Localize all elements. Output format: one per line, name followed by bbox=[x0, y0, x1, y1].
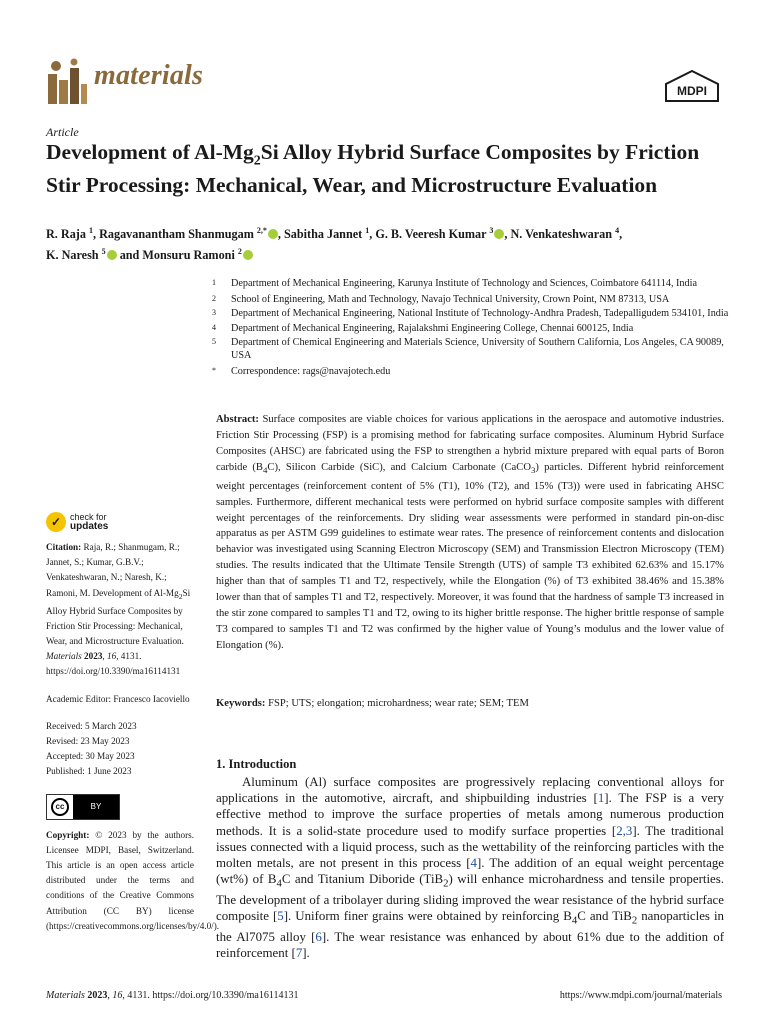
journal-name: materials bbox=[94, 60, 204, 91]
author[interactable]: Monsuru Ramoni $^2$ bbox=[142, 248, 252, 262]
author[interactable]: N. Venkateshwaran $^4$ bbox=[510, 226, 620, 242]
correspondence[interactable]: * Correspondence: rags@navajotech.edu bbox=[212, 365, 391, 377]
footer-citation: Materials 2023, 16, 4131. https://doi.org/10.3390/ma16114131 bbox=[46, 990, 299, 1001]
author[interactable]: Ragavanantham Shanmugam $^{2,*}$ bbox=[99, 227, 278, 241]
date-revised: Revised: 23 May 2023 bbox=[46, 736, 130, 747]
affiliation: 4 Department of Mechanical Engineering, Rajalakshmi Engineering College, Chennai 600125, India bbox=[212, 323, 634, 335]
author[interactable]: G. B. Veeresh Kumar $^3$ bbox=[375, 227, 504, 241]
by-icon: BY bbox=[73, 795, 119, 819]
footer-journal-link[interactable]: https://www.mdpi.com/journal/materials bbox=[559, 990, 722, 1001]
date-accepted: Accepted: 30 May 2023 bbox=[46, 751, 135, 762]
introduction-text: Aluminum (Al) surface composites are progressively replacing conventional alloys for applications in the automotive, aircraft, and shipbuilding industries [1]. The FSP is a very effective method to improve the surface properties of metals among numerous production methods. It is a solid-state procedure used to modify surface properties [2,3]. The traditional issues connected with a liquid process, such as the wettability of the reinforcing particles with the molten metals, are not present in this process [4]. The addition of an equal weight percentage (wt%) of $B_4C$ and Titanium Diboride (TiB$_2$) will enhance microhardness and tensile properties. The development of a tribolayer during sliding improved the wear resistance of the hybrid surface composite [5]. Uniform finer grains were obtained by reinforcing $B_4C$ and TiB$_2$ nanoparticles in the Al7075 alloy [6]. The wear resistance was enhanced by about 61% due to the addition of reinforcement [7]. bbox=[216, 775, 725, 961]
paper-title: Development of $Al-Mg_2Si$ Alloy Hybrid Surface Composites by Friction Stir Processing: Mechanical, Wear, and Microstructure Evaluation bbox=[46, 140, 700, 198]
article-type: Article bbox=[46, 125, 79, 139]
author[interactable]: Sabitha Jannet $^1$ bbox=[283, 226, 370, 242]
affiliation: 3 Department of Mechanical Engineering, National Institute of Technology-Andhra Pradesh, Tadepalligudem 534101, India bbox=[212, 307, 729, 319]
section-heading: 1. Introduction bbox=[216, 757, 297, 771]
citation-link[interactable]: 2,3 bbox=[616, 823, 633, 838]
article-sidebar bbox=[46, 512, 220, 934]
affiliation: 2 School of Engineering, Math and Technology, Navajo Technical University, Crown Point, NM 87313, USA bbox=[212, 293, 670, 305]
author[interactable]: K. Naresh $^5$ bbox=[46, 248, 117, 262]
copyright-notice: Copyright: © 2023 by the authors. Licensee MDPI, Basel, Switzerland. This article is an open access article distributed under the terms and conditions of the Creative Commons Attribution (CC BY) license (https://creativecommons.org/licenses/by/4.0/). bbox=[46, 829, 220, 931]
citation-link[interactable]: 5 bbox=[277, 909, 284, 924]
keywords: Keywords: FSP; UTS; elongation; microhardness; wear rate; SEM; TEM bbox=[216, 698, 529, 709]
date-received: Received: 5 March 2023 bbox=[46, 720, 137, 731]
citation-block: Citation: Raja, R.; Shanmugam, R.; Jannet, S.; Kumar, G.B.V.; Venkateshwaran, N.; Naresh, K.; Ramoni, M. Development of $Al-Mg_2Si$ Alloy Hybrid Surface Composites by Friction Stir Processing: Mechanical, Wear, and Microstructure Evaluation. Materials 2023, 16, 4131. https://doi.org/10.3390/ma16114131 bbox=[46, 542, 191, 677]
orcid-icon[interactable] bbox=[268, 229, 278, 239]
date-published: Published: 1 June 2023 bbox=[46, 766, 132, 777]
author-list: R. Raja $^1$, Ragavanantham Shanmugam $^{2,*}$ , Sabitha Jannet $^1$, G. B. Veeresh Kumar $^3$ , N. Venkateshwaran $^4$, K. Naresh $^5$ and Monsuru Ramoni $^2$ bbox=[46, 226, 623, 263]
affiliation: 5 Department of Chemical Engineering and Materials Science, University of Southern California, Los Angeles, CA 90089, USA bbox=[212, 337, 724, 361]
affiliations bbox=[212, 278, 732, 379]
cc-by-license-badge[interactable] bbox=[46, 794, 120, 820]
citation-link[interactable]: 4 bbox=[470, 856, 477, 871]
check-for-updates-button[interactable]: ✓ check for updates bbox=[46, 512, 194, 532]
orcid-icon[interactable] bbox=[494, 229, 504, 239]
svg-text:MDPI: MDPI bbox=[677, 84, 707, 98]
check-icon: ✓ bbox=[46, 512, 66, 532]
cc-icon: cc bbox=[51, 798, 69, 816]
orcid-icon[interactable] bbox=[243, 250, 253, 260]
mdpi-logo-icon bbox=[664, 70, 720, 102]
academic-editor: Academic Editor: Francesco Iacoviello bbox=[46, 693, 190, 704]
abstract: Abstract: Surface composites are viable choices for various applications in the aerospace and automotive industries. Friction Stir Processing (FSP) is a promising method for fabricating surface composites. Aluminum Hybrid Surface Composites (AHSC) are fabricated using the FSP to strengthen a hybrid mixture prepared with equal parts of Boron carbide $(B_4C)$, Silicon Carbide (SiC), and Calcium Carbonate (CaCO$_3$) particles. Different hybrid reinforcement weight percentages (reinforcement content of 5% (T1), 10% (T2), and 15% (T3)) were used in fabricating AHSC samples. Furthermore, different mechanical tests were performed on hybrid surface composite samples with different weight percentages of the reinforcements. Dry sliding wear assessments were performed in standard pin-on-disc apparatus as per ASTM G99 guidelines to estimate wear rates. The presence of reinforcement contents and dislocation behavior was investigated using Scanning Electron Microscopy (SEM) and Transmission Electron Microscopy (TEM) studies. The results indicated that the Ultimate Tensile Strength (UTS) of sample T3 exhibited 62.63% and 15.17% higher than that of samples T1 and T2, respectively, while the Elongation (%) of T3 exhibited 38.46% and 15.38% lower than that of samples T1 and T2, respectively. Moreover, it was found that the hardness of sample T3 increased in the stir zone compared to samples T1 and T2, owing to its higher brittle response. The higher brittle response of sample T3 compared to samples T1 and T2 was confirmed by the higher value of Young’s modulus and the lower value of Elongation (%). bbox=[216, 414, 724, 651]
affiliation: 1 Department of Mechanical Engineering, Karunya Institute of Technology and Sciences, Coimbatore 641114, India bbox=[212, 278, 697, 289]
author[interactable]: R. Raja $^1$ bbox=[46, 226, 93, 242]
journal-logo-icon bbox=[46, 58, 88, 104]
citation-link[interactable]: 6 bbox=[315, 929, 322, 944]
orcid-icon[interactable] bbox=[107, 250, 117, 260]
citation-link[interactable]: 7 bbox=[295, 946, 303, 961]
citation-link[interactable]: 1 bbox=[597, 791, 605, 806]
